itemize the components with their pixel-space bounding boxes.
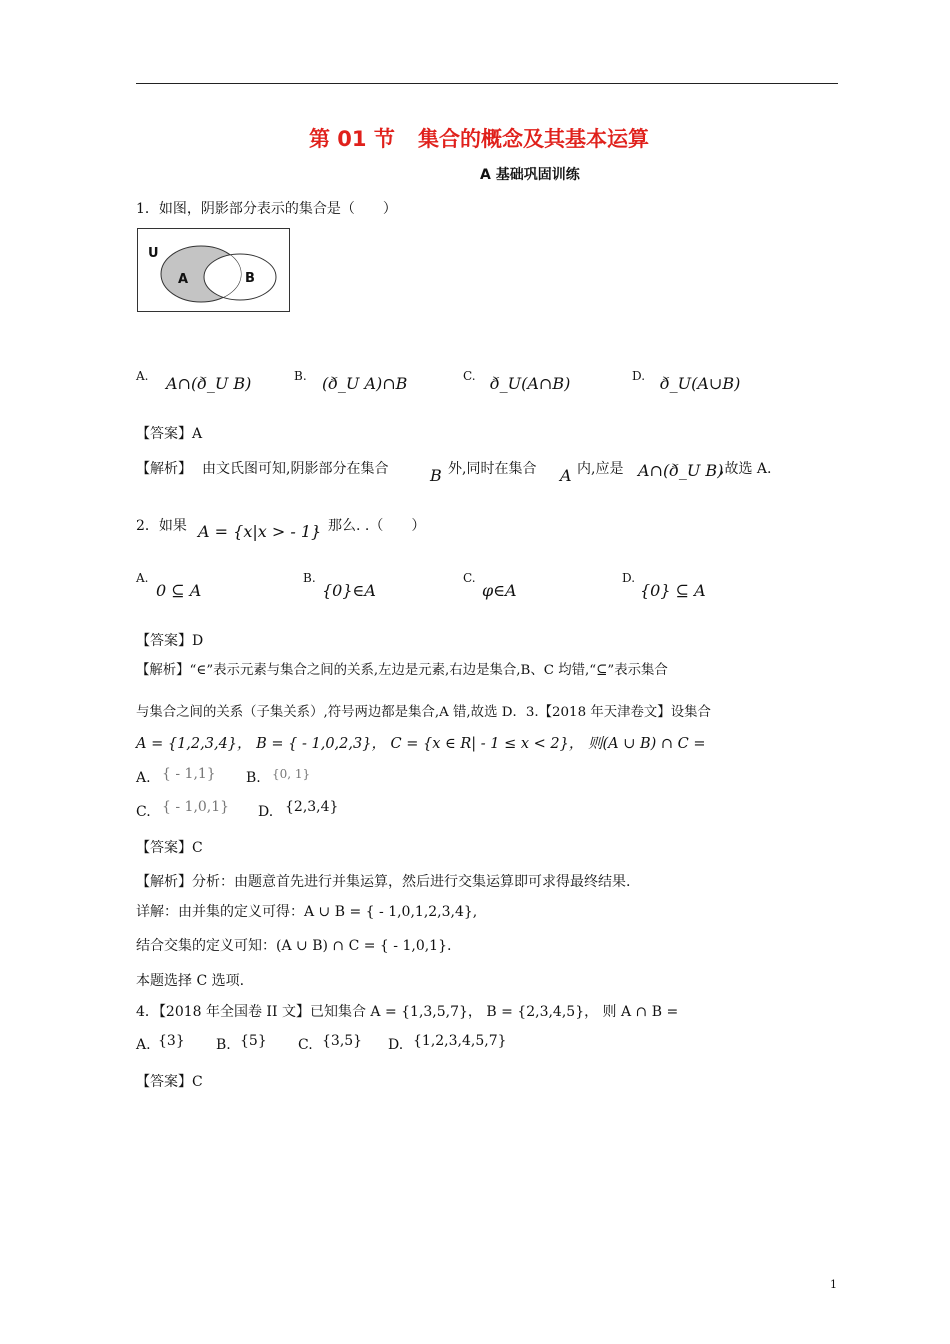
q2-answer: 【答案】D	[136, 633, 204, 649]
q2-option-a-letter: A.	[136, 571, 149, 585]
q3-sets: A = {1,2,3,4}， B = { - 1,0,2,3}， C = {x ∈ R| - 1 ≤ x < 2}， 则(A ∪ B) ∩ C =	[136, 736, 706, 752]
q3-detail-3: 本题选择 C 选项.	[136, 973, 245, 989]
venn-svg	[138, 229, 289, 311]
venn-diagram	[137, 228, 290, 312]
q2-option-c-letter: C.	[463, 571, 476, 585]
page-subtitle: A 基础巩固训练	[480, 167, 580, 183]
q1-option-b: (ð_U A)∩B	[322, 374, 408, 393]
q1-option-c: ð_U(A∩B)	[490, 374, 571, 393]
universal-set-label: U	[148, 246, 159, 261]
q1-analysis-expr: A∩(ð_U B)	[638, 461, 724, 480]
q4-option-d: {1,2,3,4,5,7}	[413, 1033, 507, 1049]
q3-detail-1: 详解：由并集的定义可得：A ∪ B = { - 1,0,1,2,3,4},	[136, 904, 478, 920]
q2-analysis-line1: 【解析】“∈”表示元素与集合之间的关系,左边是元素,右边是集合,B、C 均错,“⊆”表示集合	[136, 663, 668, 678]
q3-option-a: { - 1,1}	[162, 766, 216, 782]
q4-stem: 4．【2018 年全国卷 II 文】已知集合 A = {1,3,5,7}， B = {2,3,4,5}， 则 A ∩ B =	[136, 1004, 679, 1020]
q2-option-a: 0 ⊆ A	[156, 581, 202, 600]
q4-option-c-letter: C.	[298, 1037, 313, 1053]
q4-option-a: {3}	[158, 1033, 185, 1049]
q3-detail-2: 结合交集的定义可知：(A ∪ B) ∩ C = { - 1,0,1}.	[136, 938, 452, 954]
q4-option-a-letter: A.	[136, 1037, 151, 1053]
q1-stem: 1．如图，阴影部分表示的集合是（ ）	[136, 201, 397, 217]
q2-stem-part1: 2．如果	[136, 518, 187, 534]
q1-analysis-part2: 外,同时在集合	[448, 461, 537, 477]
set-b-label: B	[245, 271, 255, 286]
q1-analysis-part3: 内,应是	[577, 461, 624, 477]
q1-analysis-set-a: A	[560, 466, 572, 485]
page-number: 1	[830, 1278, 837, 1291]
q4-answer: 【答案】C	[136, 1074, 203, 1090]
q3-option-a-letter: A.	[136, 770, 151, 786]
q2-stem-expr: A = {x|x > - 1}	[198, 522, 322, 541]
section-number: 第 01 节	[309, 127, 395, 151]
q3-analysis: 【解析】分析：由题意首先进行并集运算，然后进行交集运算即可求得最终结果.	[136, 874, 631, 890]
q2-analysis-line2: 与集合之间的关系（子集关系）,符号两边都是集合,A 错,故选 D．3.【2018 年天津卷文】设集合	[136, 705, 711, 720]
q3-option-d: {2,3,4}	[285, 799, 339, 815]
q4-option-d-letter: D.	[388, 1037, 404, 1053]
q2-option-b: {0}∈A	[322, 581, 376, 600]
q2-option-c: φ∈A	[482, 581, 517, 600]
q3-option-b-letter: B.	[246, 770, 261, 786]
q1-option-a: A∩(ð_U B)	[166, 374, 252, 393]
q1-option-b-letter: B.	[294, 369, 307, 383]
q1-analysis-part4: ,故选 A.	[720, 461, 772, 477]
q3-answer: 【答案】C	[136, 840, 203, 856]
q2-option-d: {0} ⊆ A	[640, 581, 706, 600]
q3-option-d-letter: D.	[258, 804, 274, 820]
set-a-label: A	[178, 272, 189, 287]
q1-option-d-letter: D.	[632, 369, 646, 383]
header-rule	[136, 83, 838, 84]
q3-option-c-letter: C.	[136, 804, 151, 820]
q3-option-b: {0, 1}	[272, 767, 311, 781]
q4-option-b-letter: B.	[216, 1037, 231, 1053]
q1-analysis-set-b: B	[430, 466, 442, 485]
q2-option-d-letter: D.	[622, 571, 636, 585]
q1-analysis-label: 【解析】	[136, 461, 192, 477]
q1-answer: 【答案】A	[136, 426, 203, 442]
q2-option-b-letter: B.	[303, 571, 316, 585]
page-title: 集合的概念及其基本运算	[418, 127, 649, 151]
q1-analysis-part1: 由文氏图可知,阴影部分在集合	[202, 461, 389, 477]
q4-option-b: {5}	[240, 1033, 267, 1049]
q2-stem-part2: ，那么. .（ ）	[314, 518, 426, 534]
q1-option-d: ð_U(A∪B)	[660, 374, 741, 393]
q4-option-c: {3,5}	[322, 1033, 363, 1049]
q1-option-c-letter: C.	[463, 369, 476, 383]
q1-option-a-letter: A.	[136, 369, 149, 383]
q3-option-c: { - 1,0,1}	[162, 799, 230, 815]
